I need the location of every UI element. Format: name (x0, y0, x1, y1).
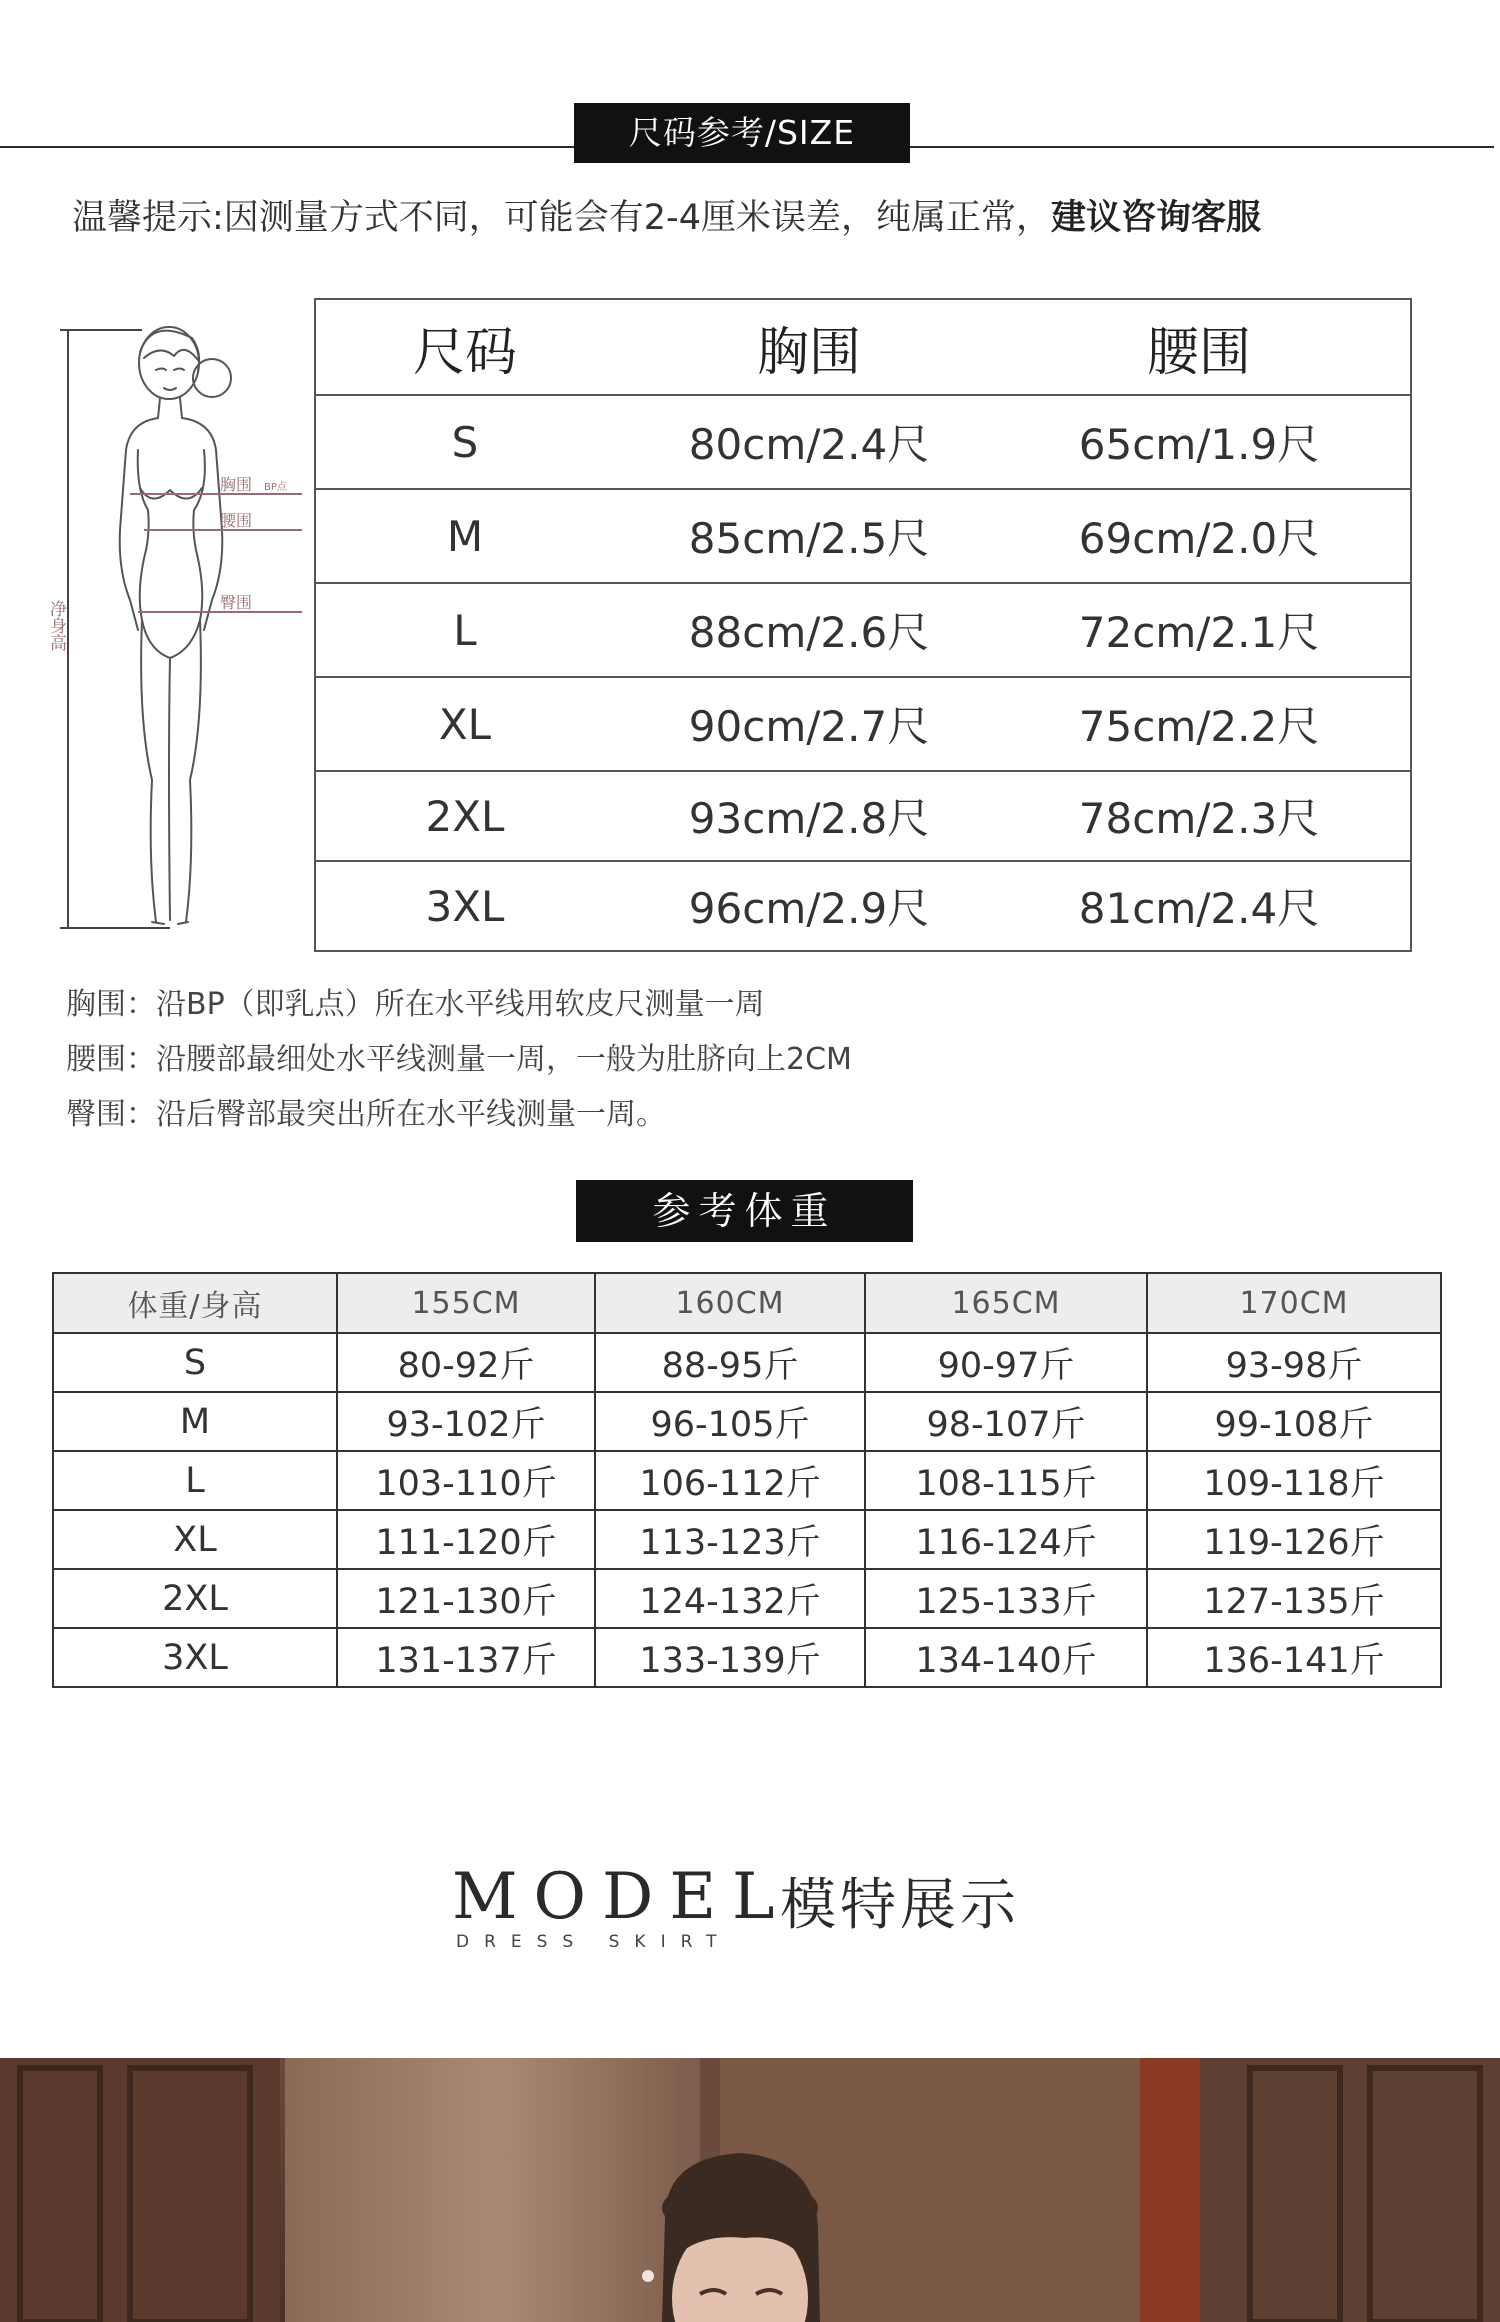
weight-cell: 106-112斤 (596, 1452, 866, 1509)
weight-cell: 136-141斤 (1203, 1640, 1385, 1681)
size-table-header (316, 300, 1410, 396)
size-cell: XL (438, 699, 492, 749)
weight-cell: 134-140斤 (866, 1629, 1148, 1686)
bust-label: 胸围 (220, 475, 253, 494)
header-165cm: 165CM (866, 1274, 1148, 1332)
table-row (316, 772, 1410, 862)
table-row (316, 862, 1410, 950)
waist-label: 腰围 (220, 511, 253, 530)
bust-note: 胸围：沿BP（即乳点）所在水平线用软皮尺测量一周 (66, 987, 765, 1022)
waist-cell: 69cm/2.0尺 (1078, 514, 1320, 563)
size-cell: 2XL (54, 1570, 338, 1627)
model-title: MODEL (452, 1860, 791, 1934)
weight-cell: 98-107斤 (866, 1393, 1148, 1450)
table-row (316, 396, 1410, 490)
weight-cell: 90-97斤 (866, 1334, 1148, 1391)
bust-cell: 80cm/2.4尺 (688, 420, 930, 469)
consult-service-text: 建议咨询客服 (1050, 198, 1261, 238)
weight-cell: 127-135斤 (1203, 1581, 1385, 1622)
weight-cell: 133-139斤 (596, 1629, 866, 1686)
waist-cell: 78cm/2.3尺 (1078, 794, 1320, 843)
weight-cell: 119-126斤 (1203, 1522, 1385, 1563)
hip-note: 臀围：沿后臀部最突出所在水平线测量一周。 (66, 1097, 666, 1132)
table-row (54, 1570, 1440, 1629)
weight-cell: 93-102斤 (338, 1393, 596, 1450)
size-cell: M (54, 1393, 338, 1450)
table-row (316, 678, 1410, 772)
weight-cell: 113-123斤 (596, 1511, 866, 1568)
weight-cell: 93-98斤 (1225, 1345, 1363, 1386)
weight-cell: 109-118斤 (1203, 1463, 1385, 1504)
weight-cell: 103-110斤 (338, 1452, 596, 1509)
size-cell: S (54, 1334, 338, 1391)
table-row (316, 490, 1410, 584)
model-subtitle: DRESS SKIRT (456, 1932, 732, 1952)
size-cell: XL (54, 1511, 338, 1568)
table-row (54, 1511, 1440, 1570)
bust-cell: 96cm/2.9尺 (688, 884, 930, 933)
model-title-cn: 模特展示 (780, 1873, 1020, 1938)
waist-cell: 75cm/2.2尺 (1078, 702, 1320, 751)
weight-cell: 99-108斤 (1214, 1404, 1374, 1445)
size-cell: 3XL (54, 1629, 338, 1686)
size-cell: 2XL (425, 791, 505, 841)
header-160cm: 160CM (596, 1274, 866, 1332)
body-measurement-figure (46, 300, 312, 940)
size-chart-table (314, 298, 1412, 952)
hip-label: 臀围 (220, 593, 253, 612)
waist-note: 腰围：沿腰部最细处水平线测量一周，一般为肚脐向上2CM (66, 1042, 852, 1077)
weight-cell: 125-133斤 (866, 1570, 1148, 1627)
size-cell: 3XL (425, 881, 505, 931)
net-height-label: 净身高 (46, 600, 66, 651)
bp-label: BP点 (264, 482, 287, 493)
header-170cm: 170CM (1239, 1285, 1349, 1321)
header-bust: 胸围 (756, 322, 861, 383)
size-cell: L (453, 605, 477, 655)
weight-cell: 131-137斤 (338, 1629, 596, 1686)
weight-cell: 111-120斤 (338, 1511, 596, 1568)
bust-cell: 93cm/2.8尺 (688, 794, 930, 843)
bust-cell: 85cm/2.5尺 (688, 514, 930, 563)
size-cell: L (54, 1452, 338, 1509)
size-cell: S (451, 417, 479, 467)
table-row (54, 1334, 1440, 1393)
table-row (54, 1452, 1440, 1511)
header-size: 尺码 (412, 322, 517, 383)
size-reference-banner: 尺码参考/SIZE (574, 103, 910, 163)
header-waist: 腰围 (1146, 322, 1251, 383)
waist-cell: 72cm/2.1尺 (1078, 608, 1320, 657)
weight-cell: 88-95斤 (596, 1334, 866, 1391)
waist-cell: 81cm/2.4尺 (1078, 884, 1320, 933)
weight-cell: 121-130斤 (338, 1570, 596, 1627)
bust-cell: 90cm/2.7尺 (688, 702, 930, 751)
model-photo (0, 2058, 1500, 2322)
header-weight-height: 体重/身高 (54, 1274, 338, 1332)
tip-text: 温馨提示:因测量方式不同，可能会有2-4厘米误差，纯属正常， (72, 198, 1051, 238)
table-row (54, 1393, 1440, 1452)
reference-weight-banner: 参考体重 (576, 1180, 913, 1242)
table-row (316, 584, 1410, 678)
measurement-tip (72, 193, 1452, 243)
weight-cell: 96-105斤 (596, 1393, 866, 1450)
weight-chart-table (52, 1272, 1442, 1688)
bust-cell: 88cm/2.6尺 (688, 608, 930, 657)
weight-cell: 124-132斤 (596, 1570, 866, 1627)
weight-cell: 116-124斤 (866, 1511, 1148, 1568)
waist-cell: 65cm/1.9尺 (1078, 420, 1320, 469)
weight-cell: 108-115斤 (866, 1452, 1148, 1509)
header-155cm: 155CM (338, 1274, 596, 1332)
table-row (54, 1629, 1440, 1686)
weight-cell: 80-92斤 (338, 1334, 596, 1391)
weight-table-header (54, 1274, 1440, 1334)
size-cell: M (446, 511, 484, 561)
